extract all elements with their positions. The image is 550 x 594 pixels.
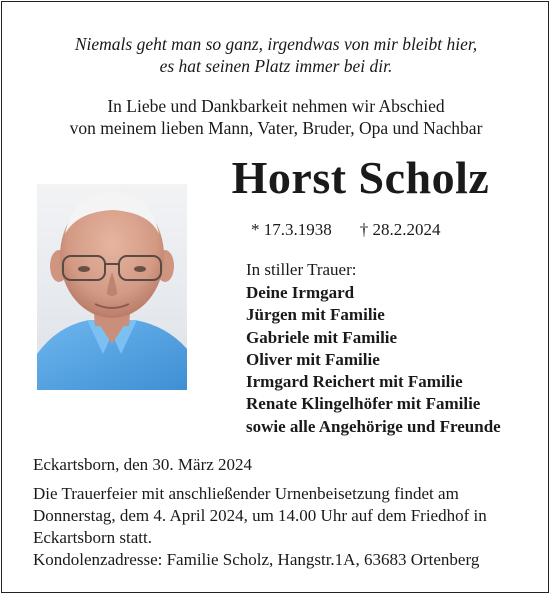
place-and-date: Eckartsborn, den 30. März 2024	[33, 455, 253, 474]
mourner-item: Gabriele mit Familie	[246, 327, 398, 347]
mourner-item: Irmgard Reichert mit Familie	[246, 372, 463, 392]
portrait-photo	[37, 184, 187, 390]
mourner-item: sowie alle Angehörige und Freunde	[246, 416, 501, 436]
life-dates	[251, 219, 441, 241]
intro-line-2: von meinem lieben Mann, Vater, Bruder, Opa und Nachbar	[69, 118, 483, 138]
mourner-item: Renate Klingelhöfer mit Familie	[246, 394, 481, 414]
deceased-name: Horst Scholz	[231, 152, 490, 203]
mourner-item: Oliver mit Familie	[246, 349, 380, 369]
funeral-line-2: Donnerstag, dem 4. April 2024, um 14.00 Uhr auf dem Friedhof in	[33, 506, 487, 525]
funeral-line-3: Eckartsborn statt.	[33, 528, 152, 547]
birth-date: * 17.3.1938	[251, 220, 332, 239]
mourning-label: In stiller Trauer:	[246, 260, 357, 279]
condolence-address: Kondolenzadresse: Familie Scholz, Hangstr.1A, 63683 Ortenberg	[33, 550, 480, 569]
motto-line-1: Niemals geht man so ganz, irgendwas von mir bleibt hier,	[74, 34, 478, 54]
death-date: † 28.2.2024	[359, 220, 441, 239]
intro-line-1: In Liebe und Dankbarkeit nehmen wir Abschied	[107, 96, 445, 116]
portrait-illustration	[37, 184, 187, 390]
mourner-item: Jürgen mit Familie	[246, 305, 385, 325]
mourners-list	[246, 282, 501, 438]
obituary-card	[1, 1, 549, 593]
farewell-intro	[2, 95, 549, 139]
motto-line-2: es hat seinen Platz immer bei dir.	[159, 56, 393, 76]
funeral-line-1: Die Trauerfeier mit anschließender Urnenbeisetzung findet am	[33, 484, 459, 503]
motto-quote	[2, 33, 549, 77]
mourner-item: Deine Irmgard	[246, 283, 355, 302]
funeral-notice	[33, 483, 533, 571]
